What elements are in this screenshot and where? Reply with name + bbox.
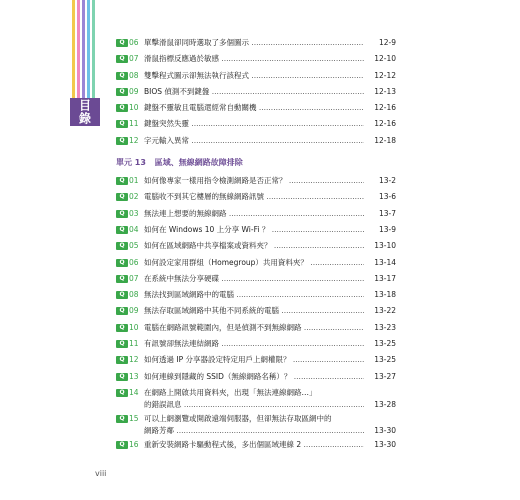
- question-badge-icon: Q: [116, 259, 128, 267]
- toc-entry[interactable]: [116, 53, 396, 69]
- question-badge-icon: Q: [116, 88, 128, 96]
- entry-title: 無法連上想要的無線網路 .....: [144, 209, 364, 218]
- question-badge-icon: Q: [116, 441, 128, 449]
- question-badge-icon: Q: [116, 39, 128, 47]
- entry-page-number: 13-10: [374, 241, 396, 251]
- entry-number: 08: [129, 290, 139, 300]
- entry-page-number: 13-25: [374, 355, 396, 365]
- toc-entry[interactable]: [116, 224, 396, 240]
- entry-title: 如何設定家用群組（Homegroup）共用資料夾？ .....: [144, 258, 364, 267]
- question-badge-icon: Q: [116, 307, 128, 315]
- stripe-lavender: [82, 0, 85, 100]
- question-badge-icon: Q: [116, 415, 128, 423]
- question-badge-icon: Q: [116, 226, 128, 234]
- entry-number: 11: [129, 119, 139, 129]
- toc-entry[interactable]: [116, 322, 396, 338]
- question-badge-icon: Q: [116, 177, 128, 185]
- section-header: [116, 153, 396, 173]
- question-badge-icon: Q: [116, 291, 128, 299]
- entry-page-number: 12-16: [374, 103, 396, 113]
- entry-title: 在網路上開啟共用資料夾，出現「無法連線網路…」: [144, 387, 317, 397]
- toc-entry[interactable]: [116, 175, 396, 191]
- page-number: viii: [95, 469, 107, 478]
- question-badge-icon: Q: [116, 193, 128, 201]
- entry-title: 如何透過 IP 分享器設定特定用戶上網權限？ .....: [144, 355, 364, 364]
- toc-entry[interactable]: [116, 86, 396, 102]
- toc-entry[interactable]: [116, 208, 396, 224]
- entry-number: 11: [129, 339, 139, 349]
- entry-number: 01: [129, 176, 139, 186]
- entry-page-number: 13-28: [374, 399, 396, 409]
- section-last-item: [116, 439, 396, 455]
- stripe-yellow: [72, 0, 75, 100]
- entry-number: 04: [129, 224, 139, 234]
- entry-number: 14: [129, 387, 139, 397]
- previous-unit-items: [116, 37, 396, 151]
- entry-number: 07: [129, 273, 139, 283]
- entry-page-number: 13-18: [374, 290, 396, 300]
- toc-entry[interactable]: [116, 273, 396, 289]
- entry-number: 08: [129, 70, 139, 80]
- entry-title: 鍵盤不靈敏且電腦還經常自動關機 .....: [144, 103, 364, 112]
- entry-number: 12: [129, 355, 139, 365]
- question-badge-icon: Q: [116, 72, 128, 80]
- section-multiline-items: [116, 387, 396, 439]
- entry-number: 06: [129, 257, 139, 267]
- entry-number: 16: [129, 439, 139, 449]
- section-number: 單元 13: [116, 158, 146, 168]
- entry-page-number: 13-17: [374, 273, 396, 283]
- stripe-blue: [87, 0, 90, 100]
- entry-title: 雙擊程式圖示卻無法執行該程式 .....: [144, 71, 364, 80]
- question-badge-icon: Q: [116, 104, 128, 112]
- section-title: 區域、無線網路故障排除: [154, 158, 243, 168]
- toc-entry[interactable]: [116, 70, 396, 86]
- toc-entry[interactable]: [116, 257, 396, 273]
- toc-entry[interactable]: [116, 371, 396, 387]
- entry-page-number: 13-2: [378, 176, 396, 186]
- entry-title-line2: 網路芳鄰 .....: [144, 426, 364, 435]
- toc-entry[interactable]: [116, 37, 396, 53]
- entry-number: 07: [129, 54, 139, 64]
- entry-title: 電腦在網路訊號範圍內，但是偵測不到無線網路 .....: [144, 323, 364, 332]
- question-badge-icon: Q: [116, 275, 128, 283]
- entry-title: 重新安裝網路卡驅動程式後，多出個區域連線 2 .....: [144, 440, 364, 449]
- question-badge-icon: Q: [116, 389, 128, 397]
- toc-side-tab-label: 目錄: [77, 99, 92, 125]
- entry-page-number: 12-10: [374, 54, 396, 64]
- entry-title: 無法找到區域網路中的電腦 .....: [144, 290, 364, 299]
- entry-page-number: 13-23: [374, 322, 396, 332]
- question-badge-icon: Q: [116, 210, 128, 218]
- stripe-green: [92, 0, 95, 100]
- entry-title: 字元輸入異常 .....: [144, 136, 364, 145]
- entry-page-number: 13-7: [378, 208, 396, 218]
- entry-page-number: 13-30: [374, 439, 396, 449]
- entry-number: 13: [129, 371, 139, 381]
- entry-number: 12: [129, 135, 139, 145]
- entry-title: 電腦收不到其它樓層的無線網路訊號 .....: [144, 192, 364, 201]
- question-badge-icon: Q: [116, 356, 128, 364]
- entry-page-number: 13-14: [374, 257, 396, 267]
- toc-entry[interactable]: [116, 305, 396, 321]
- entry-title: 可以上網瀏覽或開啟遠端伺服器，但卻無法存取區網中的: [144, 413, 332, 423]
- toc-entry[interactable]: [116, 439, 396, 455]
- toc-entry[interactable]: [116, 240, 396, 256]
- entry-number: 09: [129, 86, 139, 96]
- entry-number: 09: [129, 306, 139, 316]
- entry-page-number: 12-13: [374, 86, 396, 96]
- toc-entry[interactable]: [116, 102, 396, 118]
- entry-number: 03: [129, 208, 139, 218]
- decorative-stripes: [70, 0, 100, 100]
- toc-entry[interactable]: [116, 387, 396, 413]
- entry-page-number: 13-25: [374, 339, 396, 349]
- entry-number: 05: [129, 241, 139, 251]
- entry-page-number: 12-9: [378, 38, 396, 47]
- entry-page-number: 12-16: [374, 119, 396, 129]
- question-badge-icon: Q: [116, 137, 128, 145]
- entry-page-number: 13-30: [374, 425, 396, 435]
- toc-entry[interactable]: [116, 191, 396, 207]
- entry-page-number: 12-12: [374, 70, 396, 80]
- entry-page-number: 13-6: [378, 192, 396, 202]
- section-items: [116, 175, 396, 387]
- question-badge-icon: Q: [116, 242, 128, 250]
- entry-title: 在系統中無法分享硬碟 .....: [144, 274, 364, 283]
- toc-entry[interactable]: [116, 118, 396, 134]
- question-badge-icon: Q: [116, 373, 128, 381]
- entry-title-line2: 的錯誤訊息 .....: [144, 400, 364, 409]
- question-badge-icon: Q: [116, 55, 128, 63]
- entry-title: 如何在區域網路中共享檔案或資料夾？ .....: [144, 241, 364, 250]
- toc-entry[interactable]: [116, 289, 396, 305]
- entry-number: 15: [129, 413, 139, 423]
- entry-page-number: 13-9: [378, 224, 396, 234]
- question-badge-icon: Q: [116, 340, 128, 348]
- entry-number: 02: [129, 192, 139, 202]
- entry-page-number: 13-22: [374, 306, 396, 316]
- entry-title: 如何在 Windows 10 上分享 Wi-Fi ？ .....: [144, 225, 364, 234]
- entry-number: 10: [129, 322, 139, 332]
- entry-title: 有訊號卻無法連結網路 .....: [144, 339, 364, 348]
- toc-side-tab: [70, 98, 100, 126]
- entry-number: 06: [129, 38, 139, 47]
- question-badge-icon: Q: [116, 324, 128, 332]
- page-footer: [95, 469, 106, 478]
- entry-title: 滑鼠指標反應過於敏感 .....: [144, 54, 364, 63]
- table-of-contents: [116, 37, 396, 455]
- entry-title: 單擊滑鼠卻同時選取了多個圖示 .....: [144, 38, 364, 47]
- question-badge-icon: Q: [116, 120, 128, 128]
- entry-title: 如何像專家一樣用指令檢測網路是否正常？ .....: [144, 176, 364, 185]
- entry-page-number: 12-18: [374, 135, 396, 145]
- toc-entry[interactable]: [116, 338, 396, 354]
- toc-entry[interactable]: [116, 354, 396, 370]
- entry-number: 10: [129, 103, 139, 113]
- entry-title: BIOS 偵測不到鍵盤 .....: [144, 87, 364, 96]
- stripe-pink: [77, 0, 80, 100]
- entry-title: 鍵盤突然失靈 .....: [144, 119, 364, 128]
- entry-title: 無法存取區域網路中其他不同系統的電腦 .....: [144, 306, 364, 315]
- toc-entry[interactable]: [116, 135, 396, 151]
- entry-title: 如何連線到隱藏的 SSID（無線網路名稱）？ .....: [144, 372, 364, 381]
- toc-entry[interactable]: [116, 413, 396, 439]
- entry-page-number: 13-27: [374, 371, 396, 381]
